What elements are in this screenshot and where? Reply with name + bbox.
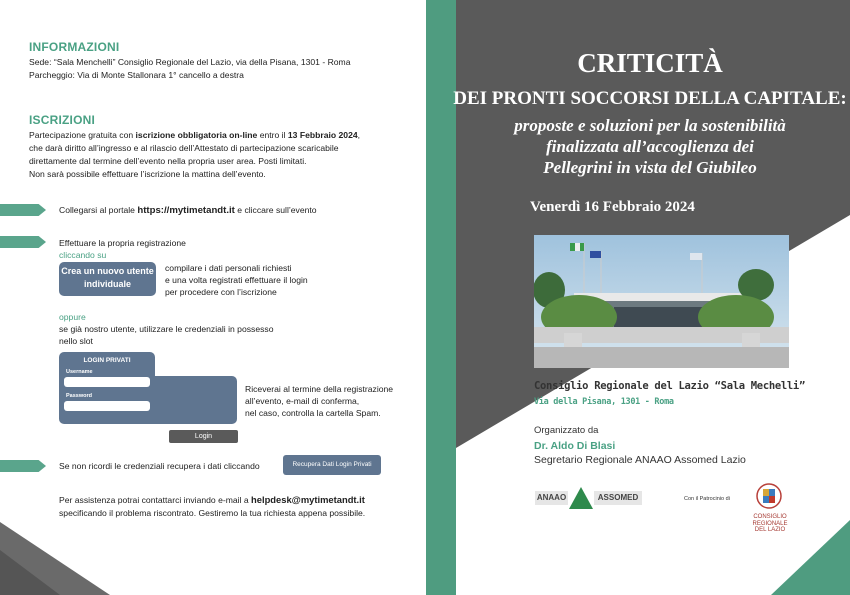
venue-name: Consiglio Regionale del Lazio “Sala Mechelli” — [534, 380, 805, 392]
create-desc3: per procedere con l’iscrizione — [165, 287, 277, 297]
portal-link[interactable]: https://mytimetandt.it — [137, 205, 235, 216]
create-desc2: e una volta registrati effettuare il login — [165, 275, 308, 285]
organizer-name: Dr. Aldo Di Blasi — [534, 440, 616, 452]
iscrizioni-line4: Non sarà possibile effettuare l’iscrizione la mattina dell’evento. — [29, 169, 266, 179]
recover-text: Se non ricordi le credenziali recupera i dati cliccando — [59, 461, 260, 471]
arrow-marker-recover — [0, 460, 46, 472]
arrow-marker-step2 — [0, 236, 46, 248]
iscrizioni-heading: ISCRIZIONI — [29, 113, 96, 127]
building-photo — [534, 235, 789, 368]
event-subtitle-line3: Pellegrini in vista del Giubileo — [543, 158, 757, 177]
patronage-label: Con il Patrocinio di — [684, 496, 730, 502]
password-label: Password — [66, 393, 92, 399]
recover-login-button[interactable]: Recupera Dati Login Privati — [283, 455, 381, 475]
assist-line1: Per assistenza potrai contattarci inviando e-mail a helpdesk@mytimetandt.it — [59, 494, 365, 505]
username-input[interactable] — [64, 377, 150, 387]
consiglio-regionale-logo: CONSIGLIO REGIONALE DEL LAZIO — [745, 482, 800, 542]
event-date: Venerdì 16 Febbraio 2024 — [530, 199, 695, 215]
corner-decoration-left — [0, 500, 130, 595]
event-title-line1: CRITICITÀ — [577, 48, 723, 78]
anaao-assomed-logo: ANAAO ASSOMED — [535, 487, 643, 509]
create-user-button[interactable]: Crea un nuovo utente individuale — [59, 262, 156, 296]
event-subtitle-line1: proposte e soluzioni per la sostenibilità — [514, 116, 786, 135]
login-button[interactable]: Login — [169, 430, 238, 443]
existing-user-line2: nello slot — [59, 336, 93, 346]
iscrizioni-line2: che darà diritto all’ingresso e al rilascio dell’Attestato di partecipazione scaricabile — [29, 143, 339, 153]
login-title: LOGIN PRIVATI — [83, 357, 131, 364]
arrow-marker-step1 — [0, 204, 46, 216]
step2-title: Effettuare la propria registrazione — [59, 238, 186, 248]
event-title-line2: DEI PRONTI SOCCORSI DELLA CAPITALE: — [453, 88, 847, 109]
venue-address: Via della Pisana, 1301 - Roma — [534, 397, 674, 407]
cliccando-label: cliccando su — [59, 250, 107, 260]
organizer-role: Segretario Regionale ANAAO Assomed Lazio — [534, 454, 746, 466]
iscrizioni-line3: direttamente dal termine dell’evento nella propria user area. Posti limitati. — [29, 156, 307, 166]
organized-by-label: Organizzato da — [534, 425, 599, 436]
login-note3: nel caso, controlla la cartella Spam. — [245, 408, 381, 418]
login-note1: Riceverai al termine della registrazione — [245, 384, 394, 394]
username-label: Username — [66, 369, 93, 375]
regional-crest-icon — [756, 482, 782, 510]
create-desc1: compilare i dati personali richiesti — [165, 263, 292, 273]
existing-user-line1: se già nostro utente, utilizzare le credenziali in possesso — [59, 324, 274, 334]
assist-line2: specificando il problema riscontrato. Gestiremo la tua richiesta appena possibile. — [59, 508, 366, 518]
info-heading: INFORMAZIONI — [29, 40, 120, 54]
helpdesk-email[interactable]: helpdesk@mytimetandt.it — [251, 494, 365, 505]
step1-text: Collegarsi al portale https://mytimetandt.it e cliccare sull’evento — [59, 205, 317, 216]
iscrizioni-line1: Partecipazione gratuita con iscrizione obbligatoria on-line entro il 13 Febbraio 2024, — [29, 130, 361, 140]
oppure-label: oppure — [59, 312, 86, 322]
info-venue: Sede: “Sala Menchelli” Consiglio Regionale del Lazio, via della Pisana, 1301 - Roma — [29, 57, 351, 67]
password-input[interactable] — [64, 401, 150, 411]
anaao-logo-mark-icon — [569, 487, 593, 509]
info-parking: Parcheggio: Via di Monte Stallonara 1° cancello a destra — [29, 70, 244, 80]
login-note2: all’evento, e-mail di conferma, — [245, 396, 360, 406]
event-subtitle-line2: finalizzata all’accoglienza dei — [546, 137, 754, 156]
